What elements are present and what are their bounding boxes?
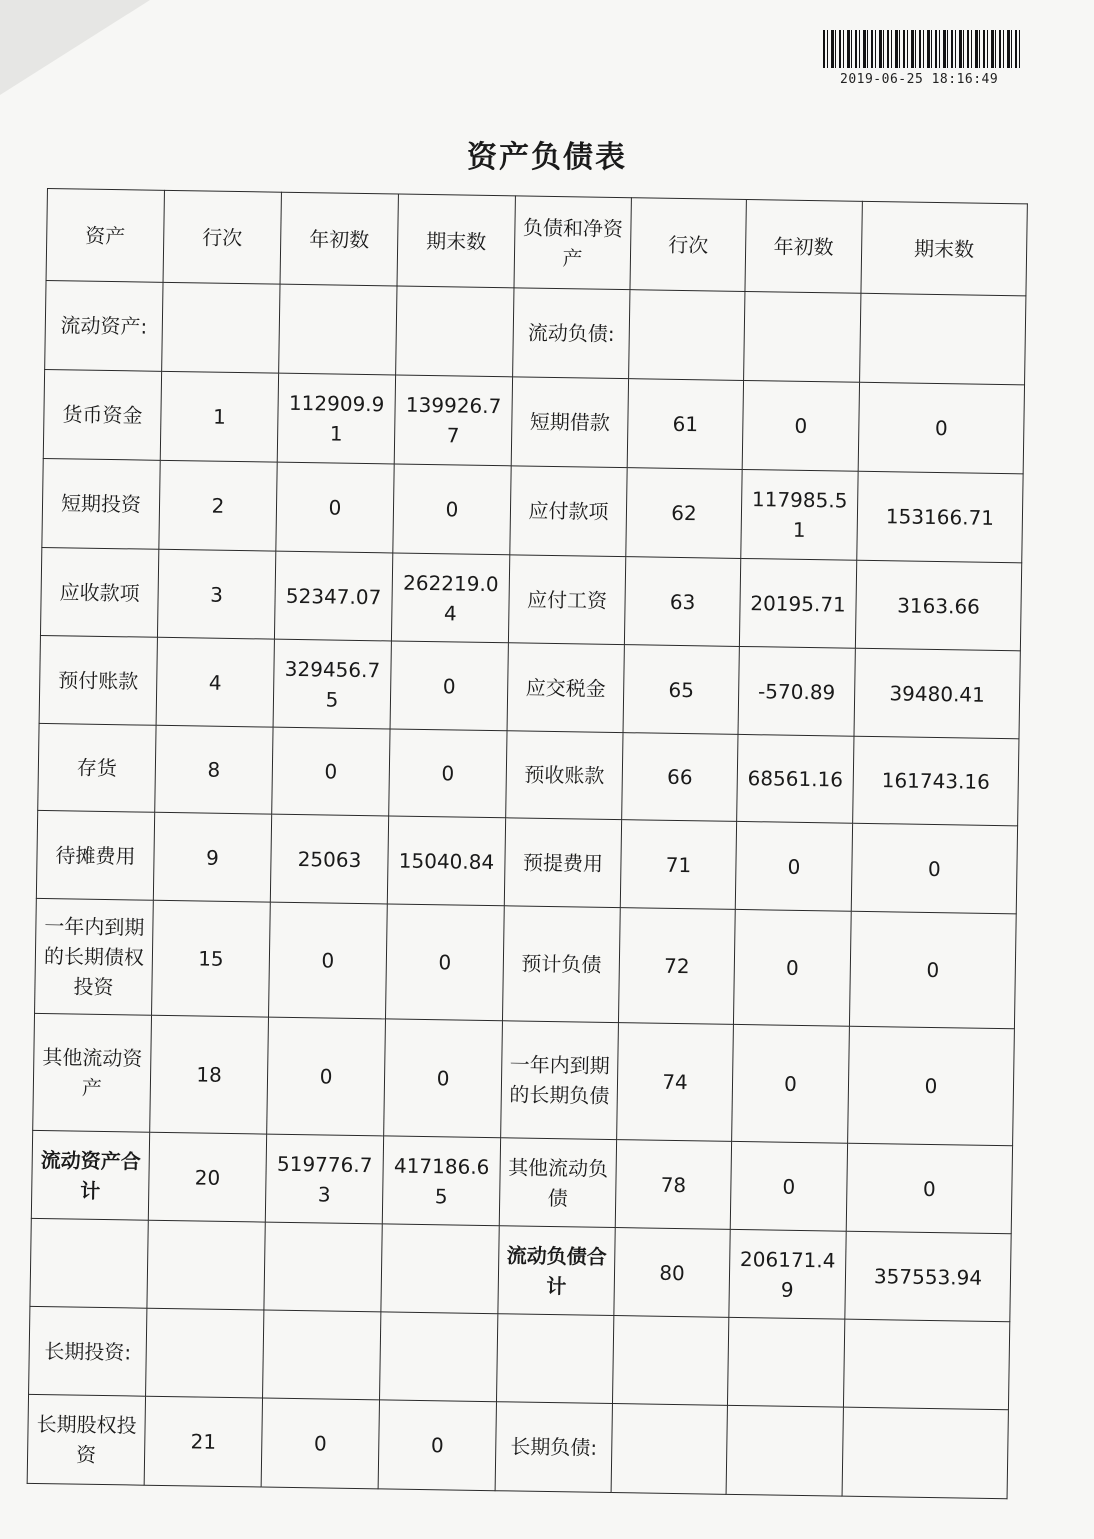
- asset-name: 长期股权投资: [27, 1394, 145, 1485]
- liability-begin: 68561.16: [737, 734, 854, 823]
- table-row: [40, 547, 1021, 650]
- asset-begin: 112909.91: [277, 373, 395, 464]
- table-row: [31, 1130, 1012, 1233]
- asset-name: 其他流动资产: [33, 1013, 152, 1132]
- asset-name: [30, 1218, 148, 1308]
- barcode-block: [820, 30, 1028, 87]
- asset-line: 21: [144, 1396, 262, 1487]
- liability-end: 0: [846, 1143, 1012, 1234]
- liability-begin: 0: [735, 821, 852, 911]
- asset-begin: 329456.75: [273, 639, 391, 729]
- asset-name: 短期投资: [42, 458, 160, 549]
- liability-begin: [726, 1405, 843, 1496]
- liability-begin: [727, 1317, 844, 1407]
- liability-begin: 206171.49: [729, 1229, 846, 1319]
- asset-name: 货币资金: [43, 369, 161, 460]
- asset-name: 长期投资:: [29, 1306, 147, 1396]
- liability-line: [612, 1316, 728, 1406]
- asset-line: 2: [159, 460, 277, 551]
- asset-line: 20: [148, 1132, 266, 1222]
- table-row: [35, 898, 1017, 1028]
- liability-line: 61: [627, 379, 743, 470]
- asset-name: 一年内到期的长期债权投资: [35, 898, 154, 1015]
- asset-end: [380, 1312, 498, 1402]
- asset-line: 1: [160, 371, 278, 462]
- page-corner-fold: [0, 0, 150, 95]
- table-row: [27, 1394, 1008, 1498]
- header-line-no: 行次: [163, 190, 281, 284]
- asset-begin: 52347.07: [274, 551, 392, 641]
- table-row: [38, 723, 1019, 825]
- table-row: [39, 635, 1020, 738]
- asset-end: [381, 1224, 499, 1314]
- asset-begin: 0: [267, 1017, 386, 1136]
- asset-name: 预付账款: [39, 635, 157, 725]
- asset-line: 15: [152, 900, 271, 1017]
- asset-line: 9: [153, 812, 271, 902]
- asset-begin: [263, 1310, 381, 1400]
- liability-name: 预收账款: [506, 731, 623, 820]
- header-begin-amount: 年初数: [745, 199, 862, 293]
- liability-line: [611, 1404, 727, 1495]
- table-row: [33, 1013, 1015, 1145]
- liability-name: 流动负债:: [513, 288, 630, 379]
- asset-begin: 25063: [270, 814, 388, 904]
- liability-line: 72: [618, 908, 735, 1025]
- liability-name: 应付工资: [508, 555, 625, 645]
- liability-end: 0: [858, 382, 1024, 474]
- asset-begin: 519776.73: [265, 1134, 383, 1224]
- liability-name: [496, 1314, 613, 1404]
- asset-begin: [279, 284, 397, 375]
- liability-name: 长期负债:: [495, 1402, 612, 1493]
- asset-begin: 0: [272, 727, 390, 816]
- liability-line: 66: [622, 733, 738, 822]
- liability-line: 80: [614, 1228, 730, 1318]
- liability-line: 63: [624, 557, 740, 647]
- header-end-amount: 期末数: [397, 194, 515, 288]
- liability-name: 应交税金: [507, 643, 624, 733]
- liability-end: [860, 293, 1026, 385]
- liability-begin: 0: [742, 380, 859, 471]
- header-begin-amount: 年初数: [280, 192, 398, 286]
- table-row: [45, 280, 1026, 384]
- liability-line: 65: [623, 645, 739, 735]
- liability-end: [842, 1407, 1008, 1499]
- liability-end: 153166.71: [857, 471, 1023, 563]
- liability-end: 161743.16: [853, 736, 1019, 826]
- liability-line: 62: [626, 468, 742, 559]
- asset-end: 0: [390, 641, 508, 731]
- asset-begin: 0: [269, 902, 388, 1019]
- table-row: [29, 1306, 1010, 1409]
- liability-end: 0: [848, 1026, 1015, 1146]
- asset-name: 待摊费用: [36, 810, 154, 900]
- liability-begin: 0: [732, 1024, 850, 1143]
- asset-line: 18: [150, 1015, 269, 1134]
- liability-end: 0: [851, 823, 1017, 914]
- liability-line: [629, 290, 745, 381]
- table-row: [42, 458, 1023, 562]
- asset-name: 流动资产合计: [31, 1130, 149, 1220]
- table-row: [43, 369, 1024, 473]
- asset-begin: 0: [261, 1398, 379, 1489]
- liability-begin: [744, 291, 861, 382]
- liability-name: 流动负债合计: [498, 1226, 615, 1316]
- barcode-image: [823, 30, 1023, 68]
- asset-end: 0: [385, 904, 504, 1021]
- header-assets: 资产: [46, 189, 164, 283]
- liability-line: 78: [615, 1140, 731, 1230]
- liability-begin: 0: [733, 909, 851, 1026]
- asset-end: 15040.84: [387, 816, 505, 906]
- liability-end: 357553.94: [845, 1231, 1011, 1322]
- asset-end: 139926.77: [394, 375, 512, 466]
- balance-sheet-table: [27, 188, 1028, 1499]
- print-timestamp: 2019-06-25 18:16:49: [840, 72, 999, 87]
- liability-end: [843, 1319, 1009, 1410]
- liability-line: 74: [617, 1023, 734, 1142]
- asset-line: [147, 1220, 265, 1310]
- asset-line: [146, 1308, 264, 1398]
- liability-end: 3163.66: [855, 560, 1021, 651]
- liability-line: 71: [620, 820, 736, 910]
- asset-line: 8: [155, 725, 273, 814]
- liability-end: 39480.41: [854, 648, 1020, 739]
- liability-begin: 0: [730, 1141, 847, 1231]
- asset-end: 0: [384, 1019, 503, 1138]
- asset-line: 3: [157, 549, 275, 639]
- asset-line: [162, 282, 280, 373]
- liability-name: 其他流动负债: [499, 1138, 616, 1228]
- header-liabilities: 负债和净资产: [514, 196, 631, 290]
- asset-end: 417186.65: [382, 1136, 500, 1226]
- asset-name: 应收款项: [40, 547, 158, 637]
- liability-name: 应付款项: [510, 466, 627, 557]
- table-row: [30, 1218, 1011, 1321]
- asset-end: 262219.04: [391, 553, 509, 643]
- asset-begin: 0: [276, 462, 394, 553]
- liability-name: 短期借款: [511, 377, 628, 468]
- asset-end: 0: [378, 1400, 496, 1491]
- asset-begin: [264, 1222, 382, 1312]
- liability-begin: -570.89: [738, 646, 855, 736]
- header-row: [46, 189, 1027, 296]
- header-end-amount: 期末数: [861, 201, 1027, 296]
- asset-name: 流动资产:: [45, 280, 163, 371]
- asset-line: 4: [156, 637, 274, 727]
- liability-name: 预提费用: [504, 818, 621, 908]
- liability-end: 0: [849, 911, 1016, 1029]
- liability-name: 一年内到期的长期负债: [501, 1021, 619, 1140]
- asset-end: 0: [393, 464, 511, 555]
- asset-name: 存货: [38, 723, 156, 812]
- table-row: [36, 810, 1017, 913]
- asset-end: [396, 286, 514, 377]
- liability-name: 预计负债: [502, 906, 620, 1023]
- header-line-no: 行次: [630, 198, 746, 292]
- document-title: 资产负债表: [467, 140, 627, 175]
- liability-begin: 20195.71: [739, 558, 856, 648]
- liability-begin: 117985.51: [741, 469, 858, 560]
- asset-end: 0: [389, 729, 507, 818]
